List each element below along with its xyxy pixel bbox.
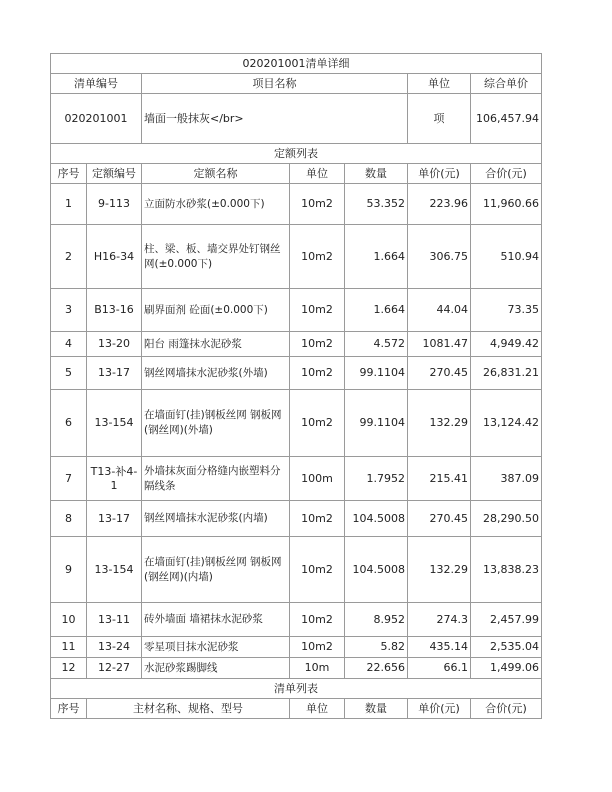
quota-qty: 5.82 [345,637,408,658]
bill-code: 020201001 [51,94,142,144]
quota-code: B13-16 [87,289,142,332]
quota-total: 2,457.99 [471,603,542,637]
quota-seq: 5 [51,357,87,390]
quota-code: 13-154 [87,390,142,457]
quota-code: 12-27 [87,658,142,679]
bill-code-header: 清单编号 [51,74,142,94]
quota-row [51,658,542,679]
quota-unit: 10m2 [290,225,345,289]
quota-name: 水泥砂浆踢脚线 [142,658,290,679]
quota-name: 刷界面剂 砼面(±0.000下) [142,289,290,332]
quota-qty: 1.7952 [345,457,408,501]
quota-unit-price: 435.14 [408,637,471,658]
quota-name: 砖外墙面 墙裙抹水泥砂浆 [142,603,290,637]
quota-name: 零星项目抹水泥砂浆 [142,637,290,658]
material-qty-header: 数量 [345,699,408,719]
quota-total: 510.94 [471,225,542,289]
quota-name: 柱、梁、板、墙交界处钉钢丝网(±0.000下) [142,225,290,289]
quota-total: 387.09 [471,457,542,501]
quota-row [51,225,542,289]
quota-qty: 4.572 [345,332,408,357]
quota-seq: 3 [51,289,87,332]
bill-price-header: 综合单价 [471,74,542,94]
quota-seq: 12 [51,658,87,679]
quota-unit: 10m2 [290,390,345,457]
quota-total: 11,960.66 [471,184,542,225]
quota-seq: 8 [51,501,87,537]
quota-unit-price: 132.29 [408,537,471,603]
quota-unit: 10m2 [290,357,345,390]
quota-row [51,501,542,537]
quota-code: 13-20 [87,332,142,357]
quota-unit-price: 215.41 [408,457,471,501]
quota-qty: 8.952 [345,603,408,637]
quota-code: 13-17 [87,357,142,390]
quota-total: 73.35 [471,289,542,332]
quota-seq: 6 [51,390,87,457]
quota-unit: 100m [290,457,345,501]
title-row [51,54,542,74]
quota-unit: 10m2 [290,501,345,537]
quota-total: 2,535.04 [471,637,542,658]
quota-qty: 1.664 [345,225,408,289]
quota-name: 外墙抹灰面分格缝内嵌塑料分隔线条 [142,457,290,501]
quota-unit-price-header: 单价(元) [408,164,471,184]
table-title: 020201001清单详细 [51,54,542,74]
material-unit-price-header: 单价(元) [408,699,471,719]
quota-unit-header: 单位 [290,164,345,184]
quota-seq: 9 [51,537,87,603]
quota-code-header: 定额编号 [87,164,142,184]
quota-row [51,637,542,658]
quota-qty: 99.1104 [345,390,408,457]
quota-code: 13-24 [87,637,142,658]
quota-qty: 99.1104 [345,357,408,390]
material-unit-header: 单位 [290,699,345,719]
quota-total-header: 合价(元) [471,164,542,184]
quota-section-title: 定额列表 [51,144,542,164]
quota-unit: 10m2 [290,289,345,332]
bill-detail-table [50,53,542,719]
quota-row [51,332,542,357]
quota-name: 在墙面钉(挂)钢板丝网 钢板网(钢丝网)(内墙) [142,537,290,603]
quota-name: 钢丝网墙抹水泥砂浆(外墙) [142,357,290,390]
quota-qty-header: 数量 [345,164,408,184]
quota-seq: 4 [51,332,87,357]
quota-row [51,357,542,390]
quota-code: 13-154 [87,537,142,603]
bill-price: 106,457.94 [471,94,542,144]
quota-unit-price: 132.29 [408,390,471,457]
quota-code: 13-11 [87,603,142,637]
quota-header-row [51,164,542,184]
quota-name: 阳台 雨篷抹水泥砂浆 [142,332,290,357]
quota-row [51,184,542,225]
quota-qty: 104.5008 [345,501,408,537]
material-section-title: 清单列表 [51,679,542,699]
quota-unit-price: 306.75 [408,225,471,289]
quota-total: 1,499.06 [471,658,542,679]
bill-unit-header: 单位 [408,74,471,94]
quota-unit: 10m2 [290,637,345,658]
quota-qty: 104.5008 [345,537,408,603]
quota-code: 9-113 [87,184,142,225]
quota-code: T13-补4-1 [87,457,142,501]
quota-seq: 7 [51,457,87,501]
quota-unit-price: 274.3 [408,603,471,637]
quota-seq: 2 [51,225,87,289]
quota-unit-price: 270.45 [408,357,471,390]
quota-unit-price: 223.96 [408,184,471,225]
quota-seq: 1 [51,184,87,225]
bill-name-header: 项目名称 [142,74,408,94]
quota-name: 钢丝网墙抹水泥砂浆(内墙) [142,501,290,537]
quota-total: 13,124.42 [471,390,542,457]
quota-unit: 10m2 [290,332,345,357]
quota-unit-price: 270.45 [408,501,471,537]
quota-qty: 53.352 [345,184,408,225]
bill-unit: 项 [408,94,471,144]
quota-unit-price: 1081.47 [408,332,471,357]
quota-total: 28,290.50 [471,501,542,537]
quota-section-row [51,144,542,164]
bill-name: 墙面一般抹灰</br> [142,94,408,144]
quota-unit-price: 66.1 [408,658,471,679]
quota-row [51,289,542,332]
material-name-header: 主材名称、规格、型号 [87,699,290,719]
quota-unit: 10m2 [290,537,345,603]
quota-name: 在墙面钉(挂)钢板丝网 钢板网(钢丝网)(外墙) [142,390,290,457]
quota-seq-header: 序号 [51,164,87,184]
quota-row [51,457,542,501]
material-section-row [51,679,542,699]
quota-seq: 11 [51,637,87,658]
quota-total: 26,831.21 [471,357,542,390]
quota-unit: 10m2 [290,603,345,637]
quota-unit: 10m2 [290,184,345,225]
quota-seq: 10 [51,603,87,637]
quota-unit: 10m [290,658,345,679]
quota-name-header: 定额名称 [142,164,290,184]
quota-row [51,537,542,603]
quota-qty: 22.656 [345,658,408,679]
material-total-header: 合价(元) [471,699,542,719]
material-header-row [51,699,542,719]
quota-code: 13-17 [87,501,142,537]
material-seq-header: 序号 [51,699,87,719]
quota-qty: 1.664 [345,289,408,332]
quota-row [51,390,542,457]
quota-name: 立面防水砂浆(±0.000下) [142,184,290,225]
quota-total: 13,838.23 [471,537,542,603]
quota-code: H16-34 [87,225,142,289]
quota-unit-price: 44.04 [408,289,471,332]
bill-header-row [51,74,542,94]
quota-row [51,603,542,637]
bill-row [51,94,542,144]
quota-total: 4,949.42 [471,332,542,357]
